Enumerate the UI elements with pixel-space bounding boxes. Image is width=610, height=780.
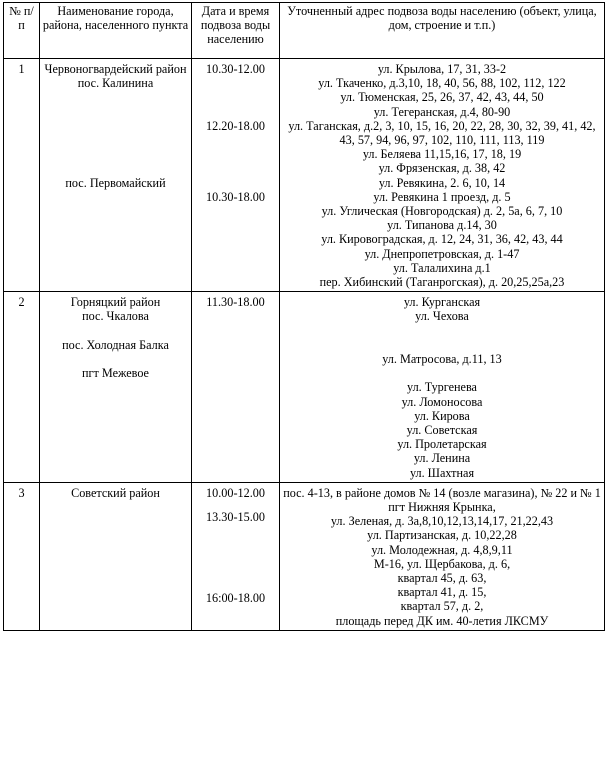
address-line: ул. Пролетарская <box>397 437 487 452</box>
address-line: ул. Беляева 11,15,16, 17, 18, 19 <box>362 147 522 162</box>
address-line: пер. Хибинский (Таганрогская), д. 20,25,25а,23 <box>319 275 565 290</box>
address-line: М-16, ул. Щербакова, д. 6, <box>373 556 511 571</box>
header-number: № п/п <box>4 3 40 59</box>
settlement-name: пгт Межевое <box>82 366 149 381</box>
address-line: ул. Чехова <box>415 309 469 324</box>
row-time-cell <box>192 482 280 630</box>
table-row <box>4 482 605 630</box>
address-line: ул. Тюменская, 25, 26, 37, 42, 43, 44, 50 <box>340 90 544 105</box>
time-slot: 12.20-18.00 <box>206 118 265 133</box>
address-line: ул. Днепропетровская, д. 1-47 <box>364 246 520 261</box>
address-line: ул. Советская <box>406 423 478 438</box>
address-line: ул. Молодежная, д. 4,8,9,11 <box>371 542 513 557</box>
address-line: ул. Таганская, д.2, 3, 10, 15, 16, 20, 22, 28, 30, 32, 39, 41, 42, 43, 57, 94, 96, 97, 102, 110, 111, 113, 119 <box>288 118 596 148</box>
address-line: ул. Тегеранская, д.4, 80-90 <box>373 104 511 119</box>
row-address-cell <box>280 482 605 630</box>
address-line: ул. Крылова, 17, 31, 33-2 <box>377 62 507 76</box>
row-number: 1 <box>4 59 40 292</box>
address-line: ул. Шахтная <box>409 465 475 480</box>
address-line: площадь перед ДК им. 40-летия ЛКСМУ <box>335 613 549 628</box>
address-line: ул. Курганская <box>403 295 481 310</box>
row-time-cell <box>192 59 280 292</box>
address-line: пгт Нижняя Крынка, <box>388 500 496 515</box>
address-line: ул. Ломоносова <box>401 394 483 409</box>
time-slot: 11.30-18.00 <box>206 295 265 310</box>
row-time-cell <box>192 292 280 483</box>
settlement-name: пос. Холодная Балка <box>62 337 169 352</box>
time-slot: 13.30-15.00 <box>206 510 265 525</box>
water-delivery-table <box>3 2 605 631</box>
address-line: ул. Ткаченко, д.3,10, 18, 40, 56, 88, 102, 112, 122 <box>318 76 566 91</box>
address-line: квартал 41, д. 15, <box>397 585 487 600</box>
address-line: ул. Кирова <box>414 408 470 423</box>
district-name: Советский район <box>71 485 160 500</box>
address-line: ул. Углическая (Новгородская) д. 2, 5а, 6, 7, 10 <box>321 204 563 219</box>
address-line: квартал 57, д. 2, <box>400 599 484 614</box>
address-line: ул. Тургенева <box>407 380 477 395</box>
address-line: ул. Ленина <box>413 451 471 466</box>
settlement-name: пос. Калинина <box>77 76 154 91</box>
address-line: ул. Зеленая, д. 3а,8,10,12,13,14,17, 21,22,43 <box>330 514 554 529</box>
address-line: ул. Ревякина 1 проезд, д. 5 <box>373 189 511 204</box>
district-name: Горняцкий район <box>70 295 161 310</box>
table-header-row <box>4 3 605 59</box>
row-number: 3 <box>4 482 40 630</box>
table-row <box>4 292 605 483</box>
time-slot: 10.00-12.00 <box>206 485 265 500</box>
address-line: ул. Матросова, д.11, 13 <box>382 352 502 367</box>
row-number: 2 <box>4 292 40 483</box>
header-time: Дата и время подвоза воды населению <box>192 3 280 59</box>
header-address: Уточненный адрес подвоза воды населению (объект, улица, дом, строение и т.п.) <box>280 3 605 59</box>
address-line: ул. Кировоградская, д. 12, 24, 31, 36, 42, 43, 44 <box>321 232 563 247</box>
time-slot: 10.30-12.00 <box>206 62 265 76</box>
row-address-cell <box>280 59 605 292</box>
row-name-cell <box>40 482 192 630</box>
address-line: ул. Ревякина, 2. 6, 10, 14 <box>378 175 506 190</box>
header-name: Наименование города, района, населенного пункта <box>40 3 192 59</box>
address-line: ул. Партизанская, д. 10,22,28 <box>367 528 517 543</box>
address-line: ул. Фрязенская, д. 38, 42 <box>378 161 506 176</box>
address-line: квартал 45, д. 63, <box>397 571 487 586</box>
time-slot: 10.30-18.00 <box>206 189 265 204</box>
address-line: пос. 4-13, в районе домов № 14 (возле магазина), № 22 и № 1 <box>283 485 601 500</box>
district-name: Червоногвардейский район <box>44 62 187 76</box>
table-row <box>4 59 605 292</box>
settlement-name: пос. Первомайский <box>65 175 166 190</box>
time-slot: 16:00-18.00 <box>205 591 266 605</box>
row-name-cell <box>40 59 192 292</box>
address-line: ул. Талалихина д.1 <box>393 260 491 275</box>
row-name-cell <box>40 292 192 483</box>
address-line: ул. Типанова д.14, 30 <box>387 218 497 233</box>
settlement-name: пос. Чкалова <box>82 309 149 324</box>
row-address-cell <box>280 292 605 483</box>
